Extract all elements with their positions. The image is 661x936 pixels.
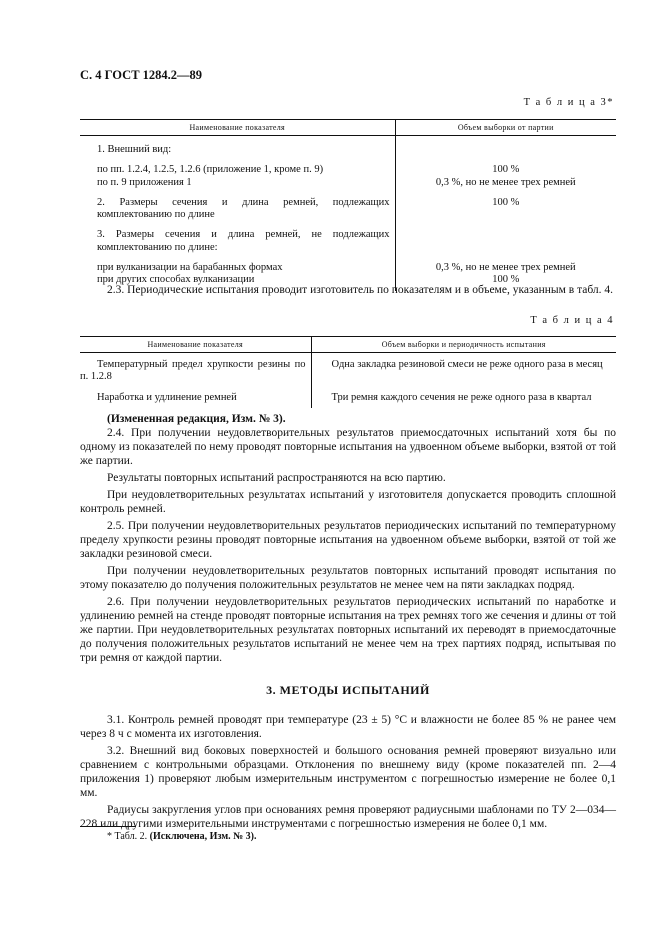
table4-caption: Т а б л и ц а 4 [530, 315, 614, 326]
table4-cell: Одна закладка резиновой смеси не реже одного раза в месяц [311, 353, 616, 384]
table3-cell: при вулканизации на барабанных формах [97, 262, 283, 274]
table3-cell [395, 221, 616, 254]
footnote-divider [80, 826, 136, 827]
table3-cell: по пп. 1.2.4, 1.2.5, 1.2.6 (приложение 1, кроме п. 9) [97, 164, 324, 176]
section-3-title: 3. МЕТОДЫ ИСПЫТАНИЙ [266, 683, 430, 697]
paragraph-unsatisfactory: При неудовлетворительных результатах испытаний у изготовителя допускается проводить сплошной контроль ремней. [80, 489, 616, 515]
table3-header-indicator: Наименование показателя [80, 120, 395, 136]
table3-cell: 0,3 %, но не менее трех ремней [395, 254, 616, 274]
table3-cell: 2. Размеры сечения и длина ремней, подлежащих комплектованию по длине [97, 196, 390, 221]
footnote-bold: (Исключена, Изм. № 3). [149, 831, 257, 842]
table-row [80, 189, 616, 222]
table-row [80, 221, 616, 254]
table3-cell: 1. Внешний вид: [97, 144, 172, 155]
table4-cell: Три ремня каждого сечения не реже одного раза в квартал [311, 384, 616, 408]
paragraph-3-1: 3.1. Контроль ремней проводят при температуре (23 ± 5) °С и влажности не более 85 % не ранее чем через 8 ч с момента их изготовления. [80, 714, 616, 740]
table3-cell: по п. 9 приложения 1 [97, 176, 192, 188]
paragraph-2-4: 2.4. При получении неудовлетворительных результатов приемосдаточных испытаний хотя бы по одному из показателей по нему проводят повторные испытания на удвоенном объеме выборки, взятой от той же партии. [80, 427, 616, 467]
table-row [80, 353, 616, 384]
table3-cell: 100 % [395, 189, 616, 222]
table3-cell: 100 % [395, 274, 616, 290]
table4-header-sample: Объем выборки и периодичность испытания [311, 337, 616, 353]
paragraph-2-5b: При получении неудовлетворительных результатов повторных испытаний проводят испытания по этому показателю до получения положительных результатов не менее чем на пяти закладках подряд. [80, 565, 616, 591]
body-text [80, 412, 616, 831]
table-row [80, 177, 616, 189]
table3-cell [395, 136, 616, 157]
table3-header-sample: Объем выборки от партии [395, 120, 616, 136]
paragraph-3-2b: Радиусы закругления углов при основаниях ремня проверяют радиусными шаблонами по ТУ 2—034—228 или другими измерительными инструментами с погрешностью измерения не более 0,1 мм. [80, 804, 616, 830]
table3-cell: при других способах вулканизации [97, 274, 255, 286]
paragraph-2-5: 2.5. При получении неудовлетворительных результатов периодических испытаний по температурному пределу хрупкости резины проводят повторные испытания на удвоенном объеме выборки, взятой от той же закладки резиновой смеси. [80, 520, 616, 560]
table3 [80, 119, 616, 291]
table-row [80, 156, 616, 176]
footnote-prefix: * Табл. 2. [107, 831, 150, 842]
table3-cell: 100 % [395, 156, 616, 176]
table4-cell: Температурный предел хрупкости резины по п. 1.2.8 [80, 359, 306, 383]
edit-note: (Измененная редакция, Изм. № 3). [107, 413, 286, 425]
table-row [80, 384, 616, 408]
table3-cell: 0,3 %, но не менее трех ремней [395, 177, 616, 189]
table3-cell: 3. Размеры сечения и длина ремней, не подлежащих комплектованию по длине: [97, 229, 390, 253]
paragraph-repeat: Результаты повторных испытаний распространяются на всю партию. [107, 472, 446, 484]
table3-caption: Т а б л и ц а 3* [523, 97, 614, 108]
table-row [80, 254, 616, 274]
paragraph-2-3-block [80, 283, 616, 297]
paragraph-2-6: 2.6. При получении неудовлетворительных результатов периодических испытаний по наработке и удлинению ремней на стенде проводят повторные испытания на трех ремнях того же сечения и длины от той же партии. При неудовлетворительных результатах повторных испытаний их переводят в приемосдаточные до получения положительных результатов испытаний не менее чем на трех партиях подряд, испытывая по три ремня от каждой партии. [80, 596, 616, 664]
paragraph-2-3: 2.3. Периодические испытания проводит изготовитель по показателям и в объеме, указанным в табл. 4. [107, 284, 614, 296]
table4 [80, 336, 616, 408]
paragraph-3-2: 3.2. Внешний вид боковых поверхностей и большого основания ремней проверяют визуально или сравнением с контрольными образцами. Отклонения по внешнему виду (кроме показателей пп. 2—4 приложения 1) проверяют любым измерительным инструментом с погрешностью измерение не более 0,1 мм. [80, 745, 616, 799]
table-row [80, 136, 616, 157]
table4-header-indicator: Наименование показателя [80, 337, 311, 353]
table4-cell: Наработка и удлинение ремней [97, 391, 237, 403]
footnote [107, 831, 257, 842]
page-header: С. 4 ГОСТ 1284.2—89 [80, 68, 203, 82]
